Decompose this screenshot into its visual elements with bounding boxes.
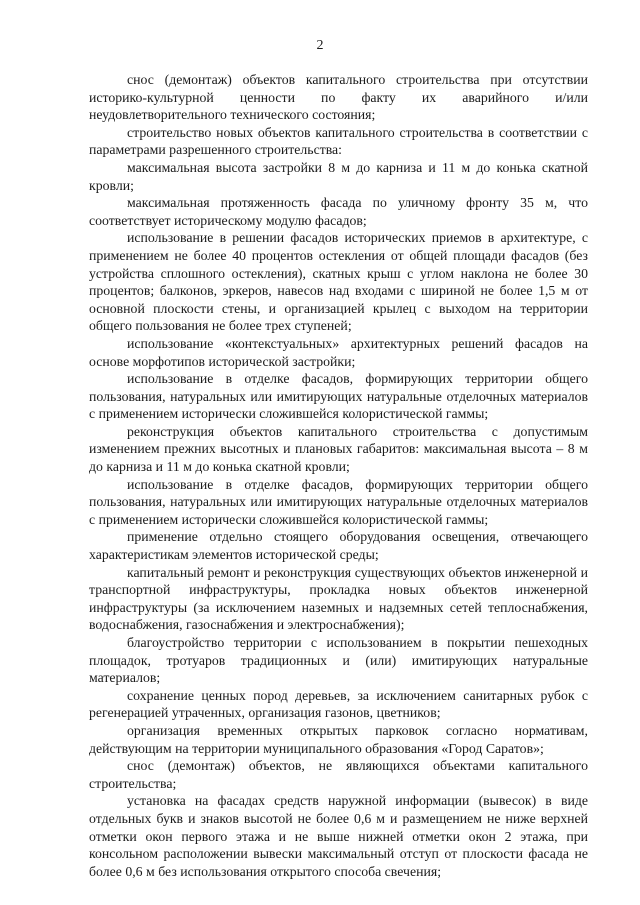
- paragraph: реконструкция объектов капитального строительства с допустимым изменением прежних высотных и плановых габаритов: максимальная высота – 8 м до карниза и 11 м до конька скатной кровли;: [89, 423, 588, 475]
- paragraph: снос (демонтаж) объектов, не являющихся объектами капитального строительства;: [89, 758, 588, 791]
- paragraph: капитальный ремонт и реконструкция существующих объектов инженерной и транспортной инфраструктуры, прокладка новых объектов инженерной инфраструктуры (за исключением наземных и надземных сетей теплоснабжения, водоснабжения, газоснабжения и электроснабжения);: [89, 564, 588, 633]
- paragraph: снос (демонтаж) объектов капитального строительства при отсутствии историко-культурной ценности по факту их аварийного и/или неудовлетворительного технического состояния;: [89, 72, 588, 123]
- paragraph: установка на фасадах средств наружной информации (вывесок) в виде отдельных букв и знаков высотой не более 0,6 м и размещением не ниже верхней отметки окон первого этажа и не выше нижней отметки окон 2 этажа, при консольном расположении вывески максимальный отступ от плоскости фасада не более 0,6 м без использования открытого способа свечения;: [89, 793, 588, 879]
- paragraph: благоустройство территории с использованием в покрытии пешеходных площадок, тротуаров традиционных и (или) имитирующих натуральные материалов;: [89, 635, 588, 686]
- paragraph: максимальная протяженность фасада по уличному фронту 35 м, что соответствует историческому модулю фасадов;: [89, 195, 588, 228]
- paragraph: использование в отделке фасадов, формирующих территории общего пользования, натуральных или имитирующих натуральные отделочных материалов с применением исторически сложившейся колористической гаммы;: [89, 476, 588, 527]
- paragraph: максимальная высота застройки 8 м до карниза и 11 м до конька скатной кровли;: [89, 159, 588, 193]
- paragraph: использование в решении фасадов исторических приемов в архитектуре, с применением не более 40 процентов остекления от общей площади фасадов (без устройства сплошного остекления), скатных крыш с углом наклона не более 30 процентов; балконов, эркеров, навесов над входами с шириной не более 1,5 м от основной плоскости стены, и организацией крылец с выходом на территории общего пользования не более трех ступеней;: [89, 230, 588, 334]
- paragraph: использование «контекстуальных» архитектурных решений фасадов на основе морфотипов исторической застройки;: [89, 335, 588, 369]
- paragraph: организация временных открытых парковок согласно нормативам, действующим на территории муниципального образования «Город Саратов»;: [89, 722, 588, 756]
- paragraph: использование в отделке фасадов, формирующих территории общего пользования, натуральных или имитирующих натуральные отделочных материалов с применением исторически сложившейся колористической гаммы;: [89, 371, 588, 422]
- paragraph: строительство новых объектов капитального строительства в соответствии с параметрами разрешенного строительства:: [89, 124, 588, 158]
- page-number: 2: [316, 38, 324, 53]
- paragraph: применение отдельно стоящего оборудования освещения, отвечающего характеристикам элементов исторической среды;: [89, 529, 588, 563]
- document-body: [89, 71, 588, 880]
- paragraph: сохранение ценных пород деревьев, за исключением санитарных рубок с регенерацией утраченных, организация газонов, цветников;: [89, 687, 588, 721]
